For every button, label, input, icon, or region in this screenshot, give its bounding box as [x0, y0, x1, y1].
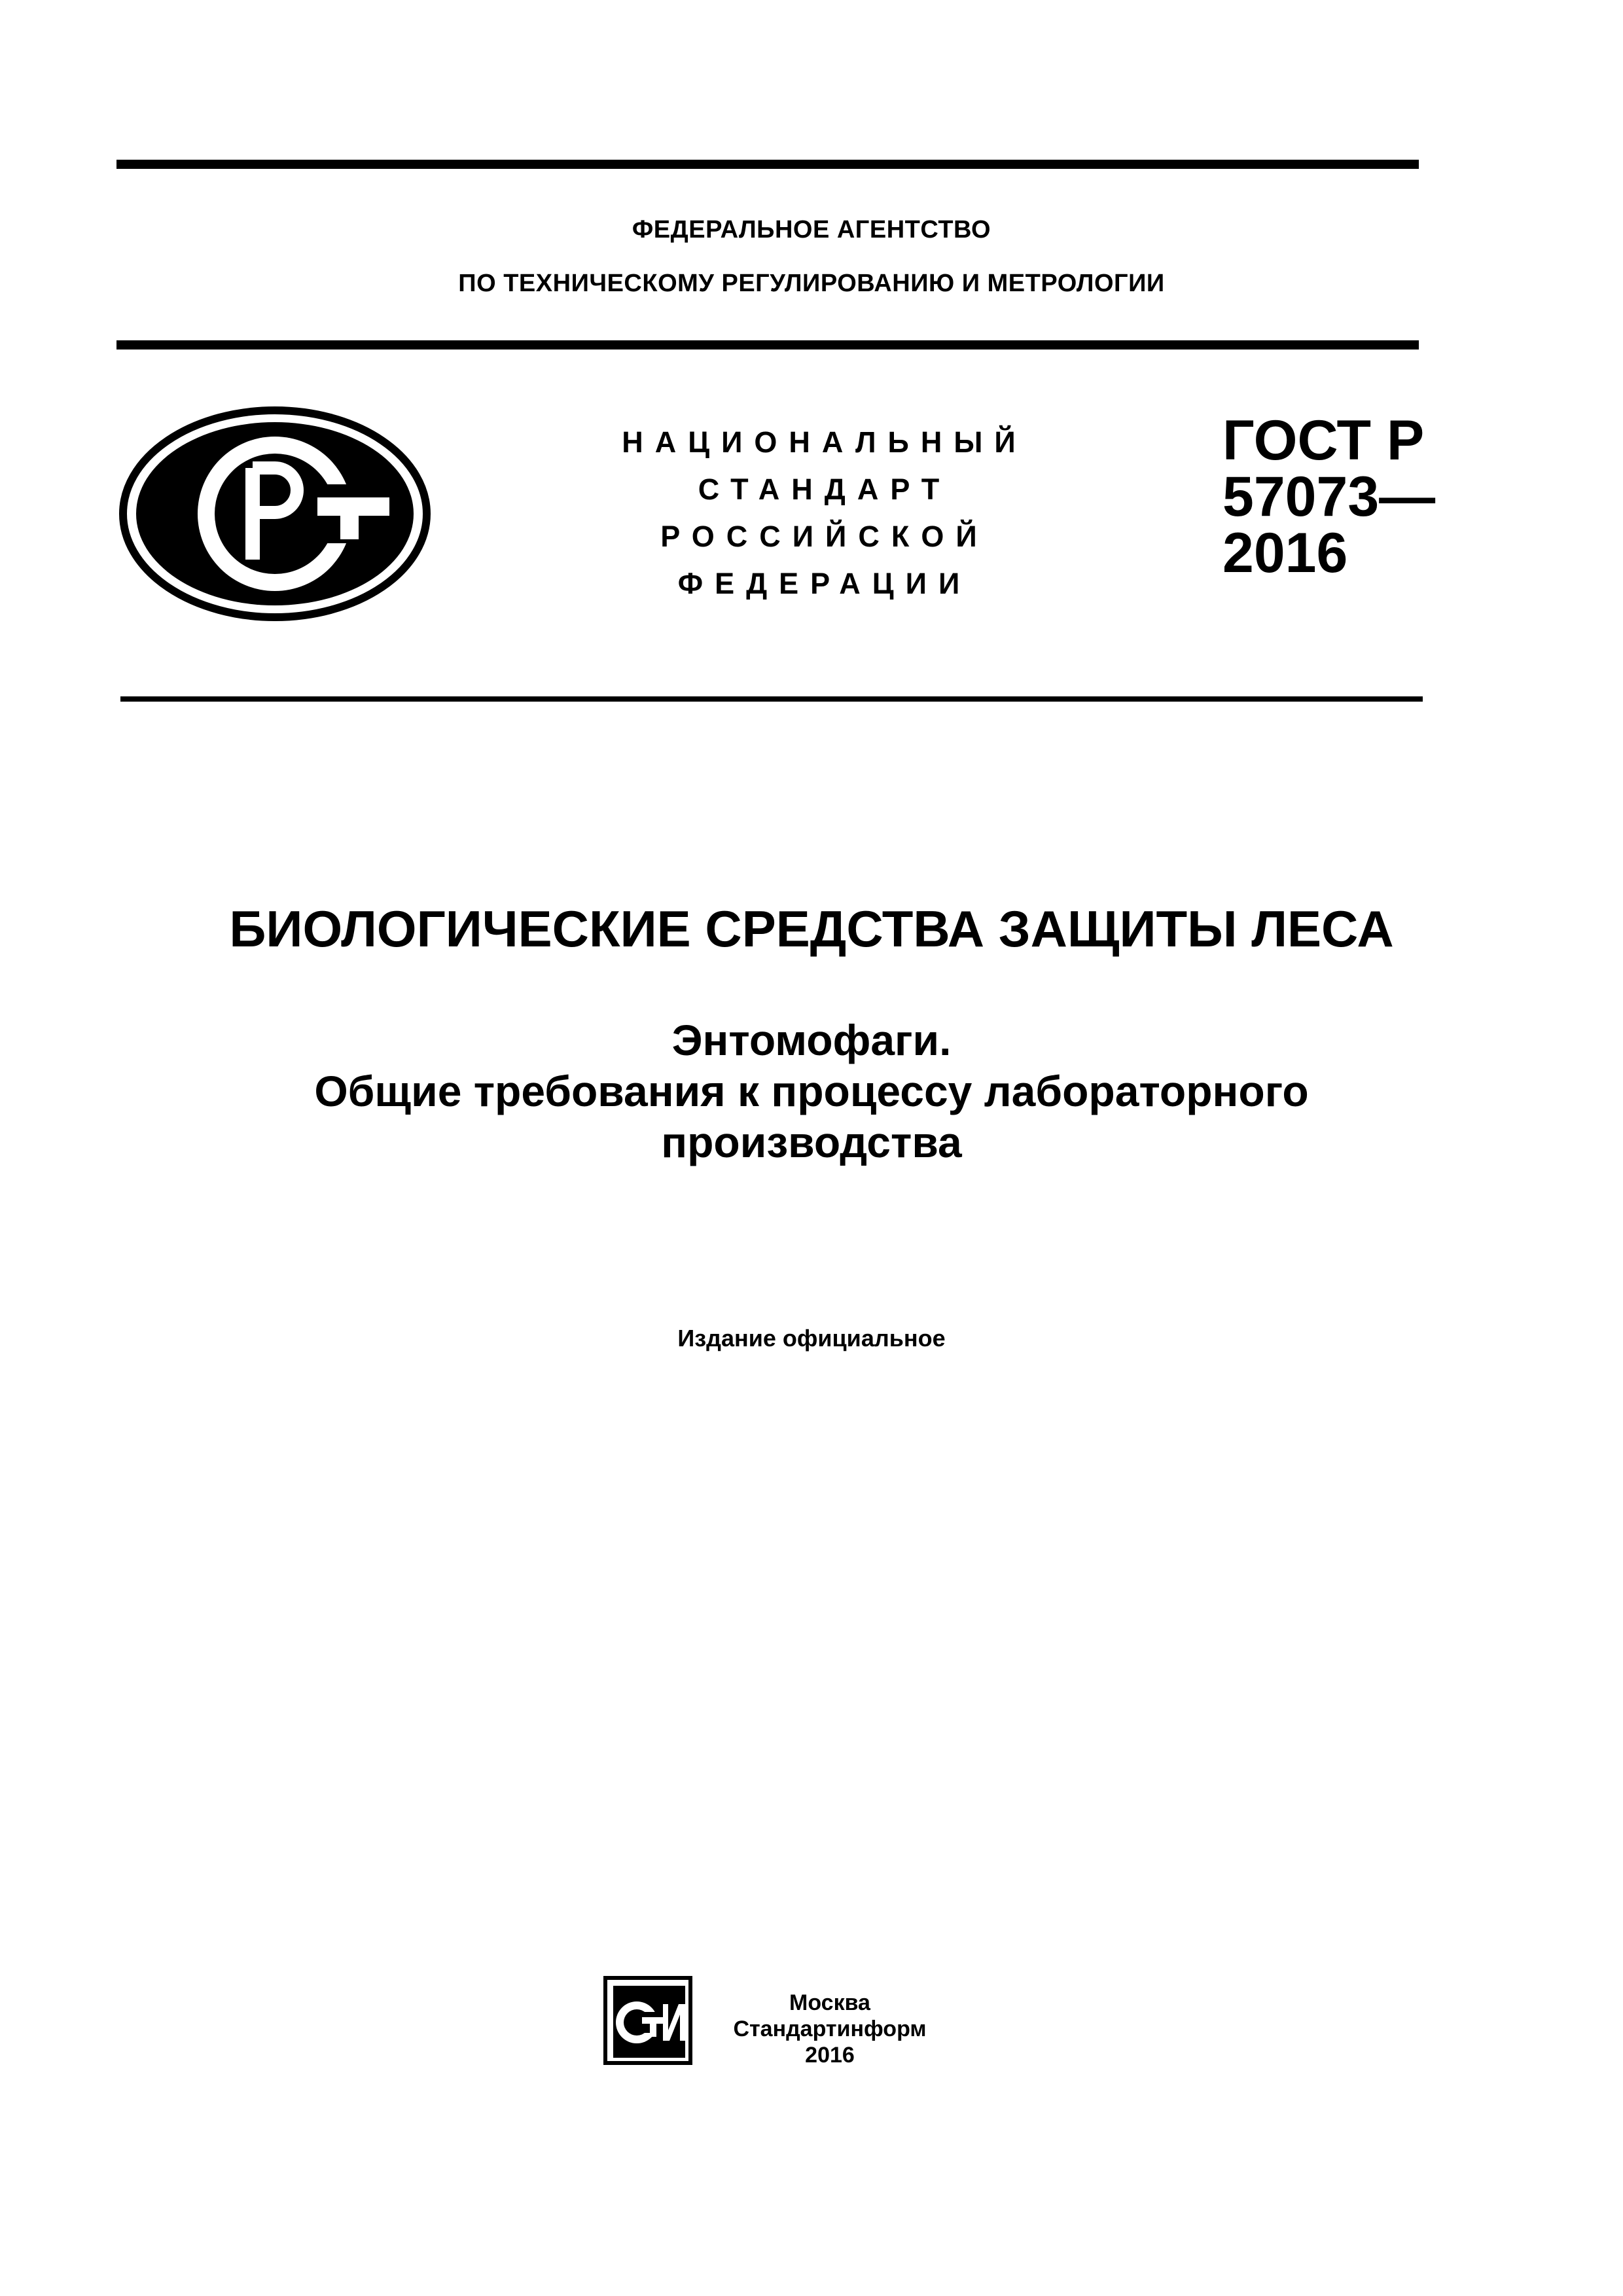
document-title: БИОЛОГИЧЕСКИЕ СРЕДСТВА ЗАЩИТЫ ЛЕСА — [229, 900, 1394, 958]
top-rule — [116, 160, 1419, 169]
gost-designation-line-3: 2016 — [1222, 522, 1348, 584]
standard-type-line-1: НАЦИОНАЛЬНЫЙ — [622, 425, 1027, 459]
subtitle-line-2: Общие требования к процессу лабораторного — [314, 1067, 1309, 1115]
publisher-year: 2016 — [805, 2043, 855, 2068]
rst-certification-mark-icon — [118, 406, 432, 622]
gost-designation-line-1: ГОСТ Р — [1222, 409, 1425, 472]
agency-bottom-rule — [116, 340, 1419, 350]
subtitle-line-3: производства — [661, 1118, 962, 1166]
gost-designation-line-2: 57073— — [1222, 465, 1436, 528]
agency-line-1: ФЕДЕРАЛЬНОЕ АГЕНТСТВО — [632, 216, 991, 243]
publisher-city: Москва — [789, 1990, 870, 2015]
standard-type-line-2: СТАНДАРТ — [698, 473, 952, 506]
standard-type-line-4: ФЕДЕРАЦИИ — [677, 567, 972, 600]
publisher-block — [732, 1990, 928, 2068]
standard-type-line-3: РОССИЙСКОЙ — [660, 520, 989, 553]
gost-designation — [1222, 409, 1436, 584]
standartinform-logo-icon — [599, 1971, 697, 2070]
publisher-name: Стандартинформ — [733, 2017, 927, 2041]
agency-line-2: ПО ТЕХНИЧЕСКОМУ РЕГУЛИРОВАНИЮ И МЕТРОЛОГИИ — [458, 270, 1165, 297]
edition-label: Издание официальное — [677, 1325, 946, 1352]
subtitle-line-1: Энтомофаги. — [671, 1016, 952, 1064]
header-bottom-rule — [120, 696, 1423, 702]
